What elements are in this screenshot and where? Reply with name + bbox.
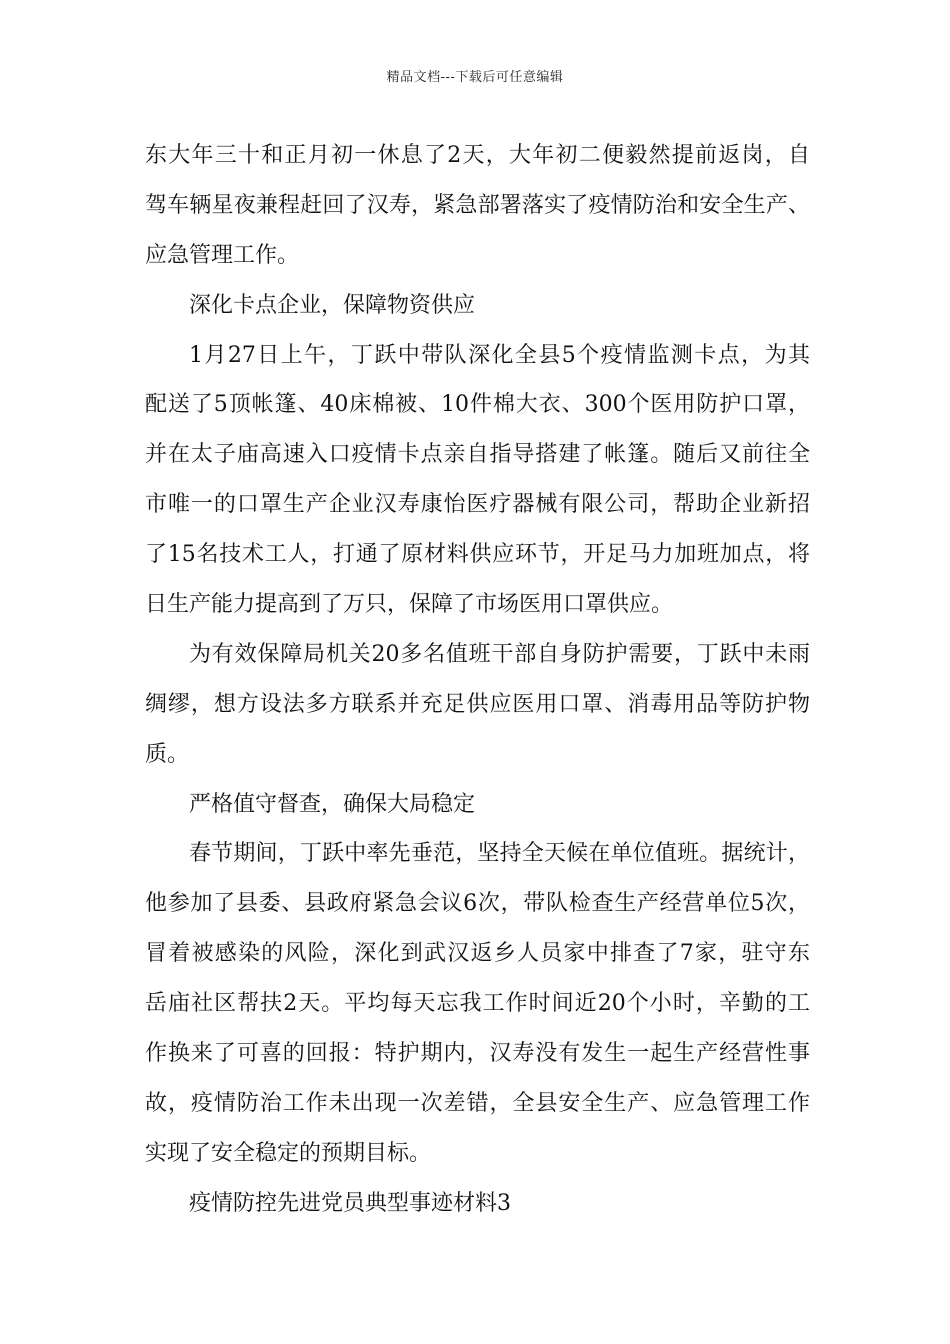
body-line: 配送了5顶帐篷、40床棉被、10件棉大衣、300个医用防护口罩， (145, 392, 810, 418)
body-line: 故，疫情防治工作未出现一次差错，全县安全生产、应急管理工作 (145, 1090, 810, 1116)
page-header: 精品文档---下载后可任意编辑 (386, 70, 564, 85)
body-line: 春节期间，丁跃中率先垂范，坚持全天候在单位值班。据统计， (189, 841, 810, 867)
body-line: 作换来了可喜的回报：特护期内，汉寿没有发生一起生产经营性事 (145, 1041, 810, 1067)
body-line: 为有效保障局机关20多名值班干部自身防护需要，丁跃中未雨 (189, 641, 810, 667)
body-line: 1月27日上午，丁跃中带队深化全县5个疫情监测卡点，为其 (189, 342, 810, 368)
body-line: 日生产能力提高到了万只，保障了市场医用口罩供应。 (145, 592, 674, 618)
body-line: 驾车辆星夜兼程赶回了汉寿，紧急部署落实了疫情防治和安全生产、 (145, 192, 810, 218)
body-line: 绸缪，想方设法多方联系并充足供应医用口罩、消毒用品等防护物 (145, 691, 810, 717)
body-line: 了15名技术工人，打通了原材料供应环节，开足马力加班加点，将 (145, 542, 810, 568)
section-heading: 疫情防控先进党员典型事迹材料3 (189, 1190, 511, 1216)
body-line: 市唯一的口罩生产企业汉寿康怡医疗器械有限公司，帮助企业新招 (145, 492, 810, 518)
body-line: 东大年三十和正月初一休息了2天，大年初二便毅然提前返岗，自 (145, 143, 810, 168)
body-line: 质。 (145, 741, 190, 767)
body-line: 冒着被感染的风险，深化到武汉返乡人员家中排查了7家，驻守东 (145, 941, 810, 967)
section-heading: 深化卡点企业，保障物资供应 (189, 292, 476, 318)
body-line: 并在太子庙高速入口疫情卡点亲自指导搭建了帐篷。随后又前往全 (145, 442, 810, 468)
body-line: 他参加了县委、县政府紧急会议6次，带队检查生产经营单位5次， (145, 891, 810, 917)
document-body (145, 131, 810, 1229)
section-heading: 严格值守督查，确保大局稳定 (189, 791, 476, 817)
body-line: 实现了安全稳定的预期目标。 (145, 1140, 432, 1166)
body-line: 应急管理工作。 (145, 242, 300, 268)
body-line: 岳庙社区帮扶2天。平均每天忘我工作时间近20个小时，辛勤的工 (145, 991, 810, 1017)
